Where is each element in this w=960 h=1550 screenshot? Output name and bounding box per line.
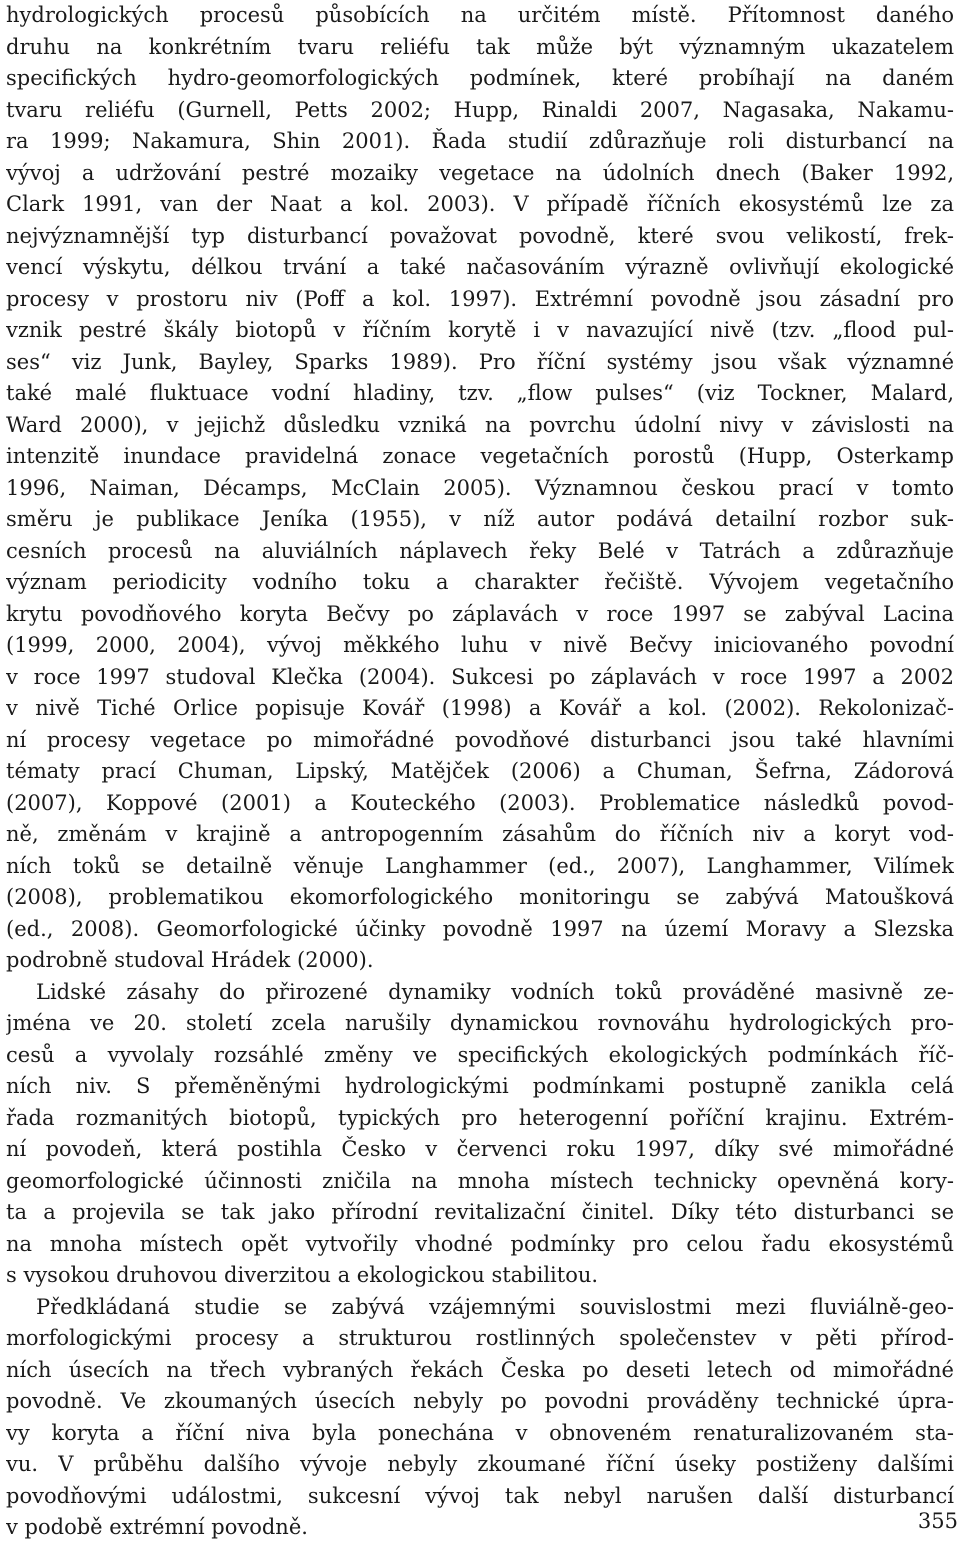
text-line: ní povodeň, která postihla Česko v červenci roku 1997, díky své mimořádné bbox=[6, 1137, 954, 1161]
text-line: jména ve 20. století zcela narušily dynamickou rovnováhu hydrologických pro- bbox=[6, 1011, 954, 1035]
text-line: Ward 2000), v jejichž důsledku vzniká na povrchu údolní nivy v závislosti na bbox=[6, 412, 954, 437]
text-line: krytu povodňového koryta Bečvy po záplavách v roce 1997 se zabýval Lacina bbox=[6, 601, 954, 626]
text-line: specifických hydro-geomorfologických podmínek, které probíhají na daném bbox=[6, 66, 954, 90]
text-line: cesů a vyvolaly rozsáhlé změny ve specifických ekologických podmínkách říč- bbox=[6, 1042, 954, 1067]
text-line: v podobě extrémní povodně. bbox=[6, 1515, 308, 1539]
text-line: geomorfologické účinnosti zničila na mnoha místech technicky opevněná kory- bbox=[6, 1168, 954, 1193]
text-line: intenzitě inundace pravidelná zonace vegetačních porostů (Hupp, Osterkamp bbox=[6, 444, 954, 468]
text-line: (1999, 2000, 2004), vývoj měkkého luhu v nivě Bečvy iniciovaného povodní bbox=[6, 633, 954, 657]
text-line: Clark 1991, van der Naat a kol. 2003). V případě říčních ekosystémů lze za bbox=[6, 192, 954, 216]
text-line: na mnoha místech opět vytvořily vhodné podmínky pro celou řadu ekosystémů bbox=[6, 1231, 954, 1256]
document-page bbox=[6, 0, 954, 1544]
text-line: povodně. Ve zkoumaných úsecích nebyly po povodni prováděny technické úpra- bbox=[6, 1389, 954, 1413]
text-line: ně, změnám v krajině a antropogenním zásahům do říčních niv a koryt vod- bbox=[6, 822, 954, 846]
paragraph bbox=[6, 0, 954, 977]
paragraph bbox=[6, 1292, 954, 1544]
text-line: hydrologických procesů působících na určitém místě. Přítomnost daného bbox=[6, 3, 954, 27]
text-line: vu. V průběhu dalšího vývoje nebyly zkoumané říční úseky postiženy dalšími bbox=[6, 1452, 954, 1476]
text-line: procesy v prostoru niv (Poff a kol. 1997). Extrémní povodně jsou zásadní pro bbox=[6, 286, 954, 311]
text-line: řada rozmanitých biotopů, typických pro heterogenní poříční krajinu. Extrém- bbox=[6, 1105, 954, 1130]
text-line: vznik pestré škály biotopů v říčním korytě i v navazující nivě (tzv. „flood pul- bbox=[6, 318, 954, 342]
text-line: v roce 1997 studoval Klečka (2004). Sukcesi po záplavách v roce 1997 a 2002 bbox=[6, 664, 954, 689]
text-line: ra 1999; Nakamura, Shin 2001). Řada studií zdůrazňuje roli disturbancí na bbox=[6, 129, 954, 153]
text-line: ních niv. S přeměněnými hydrologickými podmínkami postupně zanikla celá bbox=[6, 1074, 954, 1098]
text-line: cesních procesů na aluviálních náplavech řeky Belé v Tatrách a zdůrazňuje bbox=[6, 538, 954, 563]
text-line: druhu na konkrétním tvaru reliéfu tak může být významným ukazatelem bbox=[6, 34, 954, 59]
page-number: 355 bbox=[917, 1509, 958, 1533]
text-line: také malé fluktuace vodní hladiny, tzv. „flow pulses“ (viz Tockner, Malard, bbox=[6, 381, 954, 405]
text-line: 1996, Naiman, Décamps, McClain 2005). Významnou českou prací v tomto bbox=[6, 475, 954, 500]
text-line: (2007), Koppové (2001) a Kouteckého (2003). Problematice následků povod- bbox=[6, 790, 954, 815]
text-line: ní procesy vegetace po mimořádné povodňové disturbanci jsou také hlavními bbox=[6, 727, 954, 752]
text-line: podrobně studoval Hrádek (2000). bbox=[6, 948, 374, 972]
text-line: vencí výskytu, délkou trvání a také načasováním výrazně ovlivňují ekologické bbox=[6, 255, 954, 279]
text-line: vývoj a udržování pestré mozaiky vegetace na údolních dnech (Baker 1992, bbox=[6, 160, 954, 185]
body-text bbox=[6, 0, 954, 1544]
text-line: tvaru reliéfu (Gurnell, Petts 2002; Hupp, Rinaldi 2007, Nagasaka, Nakamu- bbox=[6, 97, 954, 122]
text-line: význam periodicity vodního toku a charakter řečiště. Vývojem vegetačního bbox=[6, 570, 954, 594]
text-line: Předkládaná studie se zabývá vzájemnými souvislostmi mezi fluviálně-geo- bbox=[36, 1294, 954, 1319]
paragraph bbox=[6, 977, 954, 1292]
text-line: (ed., 2008). Geomorfologické účinky povodně 1997 na území Moravy a Slezska bbox=[6, 916, 954, 941]
text-line: ních toků se detailně věnuje Langhammer (ed., 2007), Langhammer, Vilímek bbox=[6, 853, 954, 878]
text-line: s vysokou druhovou diverzitou a ekologickou stabilitou. bbox=[6, 1263, 599, 1287]
text-line: nejvýznamnější typ disturbancí považovat povodně, které svou velikostí, frek- bbox=[6, 223, 954, 248]
text-line: v nivě Tiché Orlice popisuje Kovář (1998) a Kovář a kol. (2002). Rekolonizač- bbox=[6, 696, 954, 720]
text-line: tématy prací Chuman, Lipský, Matějček (2006) a Chuman, Šefrna, Zádorová bbox=[6, 759, 954, 783]
text-line: povodňovými událostmi, sukcesní vývoj tak nebyl narušen další disturbancí bbox=[6, 1483, 954, 1508]
text-line: morfologickými procesy a strukturou rostlinných společenstev v pěti přírod- bbox=[6, 1326, 954, 1350]
text-line: (2008), problematikou ekomorfologického monitoringu se zabývá Matoušková bbox=[6, 885, 954, 909]
text-line: ních úsecích na třech vybraných řekách Česka po deseti letech od mimořádné bbox=[6, 1357, 954, 1382]
text-line: ses“ viz Junk, Bayley, Sparks 1989). Pro říční systémy jsou však významné bbox=[6, 349, 954, 374]
text-line: ta a projevila se tak jako přírodní revitalizační činitel. Díky této disturbanci se bbox=[6, 1200, 954, 1224]
text-line: směru je publikace Jeníka (1955), v níž autor podává detailní rozbor suk- bbox=[6, 507, 954, 531]
text-line: Lidské zásahy do přirozené dynamiky vodních toků prováděné masivně ze- bbox=[36, 979, 954, 1004]
text-line: vy koryta a říční niva byla ponechána v obnoveném renaturalizovaném sta- bbox=[6, 1420, 954, 1445]
